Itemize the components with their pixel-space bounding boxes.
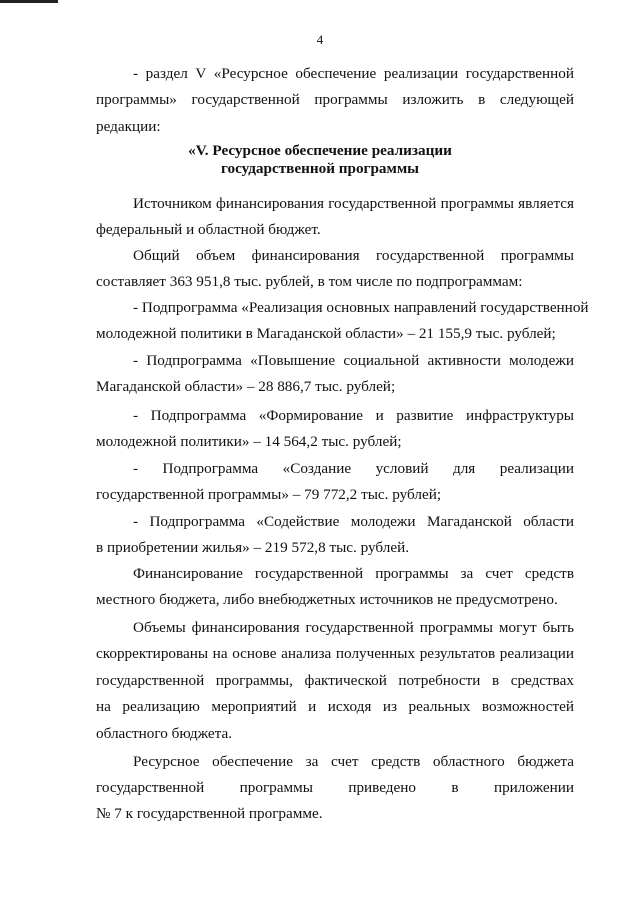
page-number: 4 — [316, 32, 324, 47]
paragraph-3-line-2: местного бюджета, либо внебюджетных источников не предусмотрено. — [96, 591, 558, 608]
paragraph-4-line-2: скорректированы на основе анализа полученных результатов реализации — [96, 645, 574, 662]
paragraph-4-line-5: областного бюджета. — [96, 725, 233, 742]
subprogram-1-line-1: - Подпрограмма «Реализация основных направлений государственной — [133, 299, 589, 316]
intro-line-3: редакции: — [96, 118, 161, 135]
paragraph-2-line-1: Общий объем финансирования государственной программы — [133, 247, 574, 264]
paragraph-2-line-2: составляет 363 951,8 тыс. рублей, в том числе по подпрограммам: — [96, 273, 523, 290]
section-heading-line-1: «V. Ресурсное обеспечение реализации — [188, 142, 452, 159]
subprogram-2-line-1: - Подпрограмма «Повышение социальной активности молодежи — [133, 352, 574, 369]
subprogram-4-line-2: государственной программы» – 79 772,2 тыс. рублей; — [96, 486, 442, 503]
subprogram-1-line-2: молодежной политики в Магаданской области» – 21 155,9 тыс. рублей; — [96, 325, 556, 342]
intro-line-2: программы» государственной программы изложить в следующей — [96, 91, 574, 108]
subprogram-5-line-2: в приобретении жилья» – 219 572,8 тыс. рублей. — [96, 539, 410, 556]
paragraph-4-line-4: на реализацию мероприятий и исходя из реальных возможностей — [96, 698, 574, 715]
section-heading-line-2: государственной программы — [220, 160, 420, 177]
subprogram-5-line-1: - Подпрограмма «Содействие молодежи Магаданской области — [133, 513, 574, 530]
corner-mark — [0, 0, 58, 3]
intro-line-1: - раздел V «Ресурсное обеспечение реализации государственной — [133, 65, 574, 82]
paragraph-5-line-2: государственной программы приведено в приложении — [96, 779, 574, 796]
paragraph-5-line-1: Ресурсное обеспечение за счет средств областного бюджета — [133, 753, 574, 770]
subprogram-2-line-2: Магаданской области» – 28 886,7 тыс. рублей; — [96, 378, 396, 395]
subprogram-3-line-2: молодежной политики» – 14 564,2 тыс. рублей; — [96, 433, 402, 450]
paragraph-3-line-1: Финансирование государственной программы за счет средств — [133, 565, 574, 582]
paragraph-1-line-2: федеральный и областной бюджет. — [96, 221, 321, 238]
paragraph-4-line-1: Объемы финансирования государственной программы могут быть — [133, 619, 574, 636]
paragraph-5-line-3: № 7 к государственной программе. — [96, 805, 323, 822]
subprogram-3-line-1: - Подпрограмма «Формирование и развитие инфраструктуры — [133, 407, 574, 424]
paragraph-4-line-3: государственной программы, фактической потребности в средствах — [96, 672, 574, 689]
paragraph-1-line-1: Источником финансирования государственной программы является — [133, 195, 574, 212]
subprogram-4-line-1: - Подпрограмма «Создание условий для реализации — [133, 460, 574, 477]
